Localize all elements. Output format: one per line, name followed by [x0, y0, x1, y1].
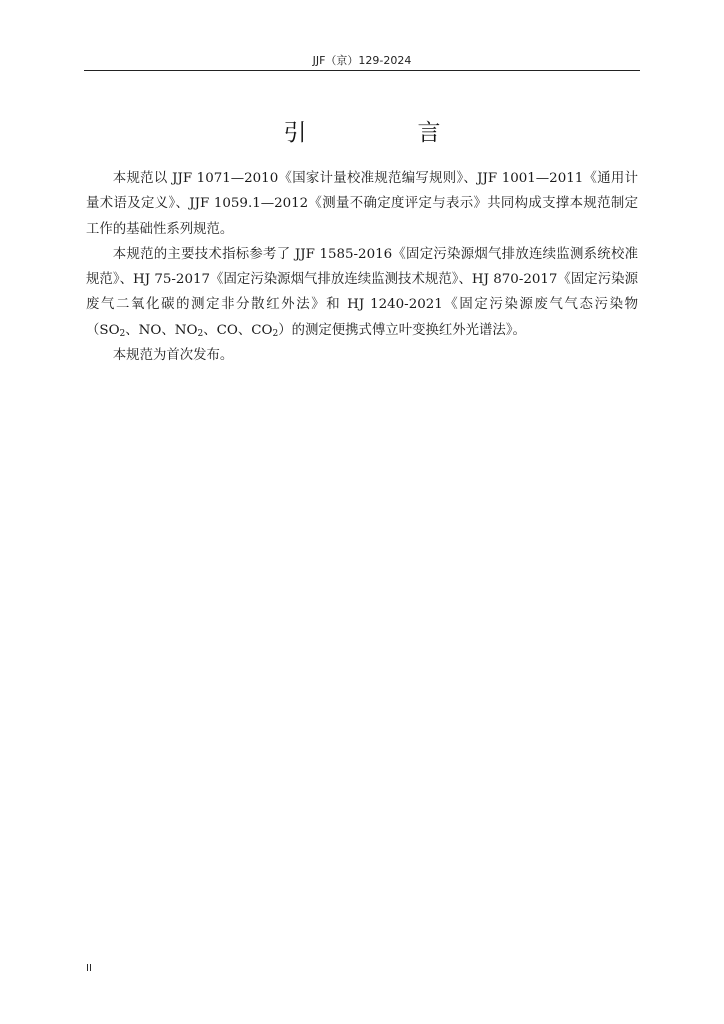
formula-subscript: 2 [197, 328, 204, 339]
paragraph-3: 本规范为首次发布。 [112, 348, 234, 364]
separator: 、CO、 [203, 322, 252, 338]
page-title: 引 言 [283, 120, 485, 146]
formula-base: SO [99, 322, 120, 338]
paragraph-1: 本规范以 JJF 1071—2010《国家计量校准规范编写规则》、JJF 1001—2011《通用计量术语及定义》、JJF 1059.1—2012《测量不确定度评定与表示》共同构成支撑本规范制定工作的基础性系列规范。 [86, 171, 638, 237]
formula-no2 [175, 323, 203, 338]
separator: 、NO、 [125, 322, 175, 338]
formula-base: CO [251, 322, 273, 338]
formula-subscript: 2 [119, 328, 126, 339]
page-number: II [86, 963, 92, 974]
running-header [84, 52, 640, 68]
paragraph-2-text-after: ）的测定便携式傅立叶变换红外光谱法》。 [278, 322, 526, 338]
formula-subscript: 2 [272, 328, 279, 339]
introduction-body [86, 166, 638, 368]
standard-code: JJF（京）129-2024 [312, 54, 412, 67]
formula-base: NO [174, 322, 198, 338]
paragraph-2-text-before: 本规范的主要技术指标参考了 JJF 1585-2016《固定污染源烟气排放连续监测系统校准规范》、HJ 75-2017《固定污染源烟气排放连续监测技术规范》、HJ 870-2017《固定污染源废气二氧化碳的测定非分散红外法》和 HJ 1240-2021《固定污染源废气气态污染物（ [86, 246, 638, 338]
formula-so2 [99, 323, 125, 338]
formula-co2 [251, 323, 278, 338]
paragraph-2 [86, 242, 638, 343]
header-rule [84, 70, 640, 71]
